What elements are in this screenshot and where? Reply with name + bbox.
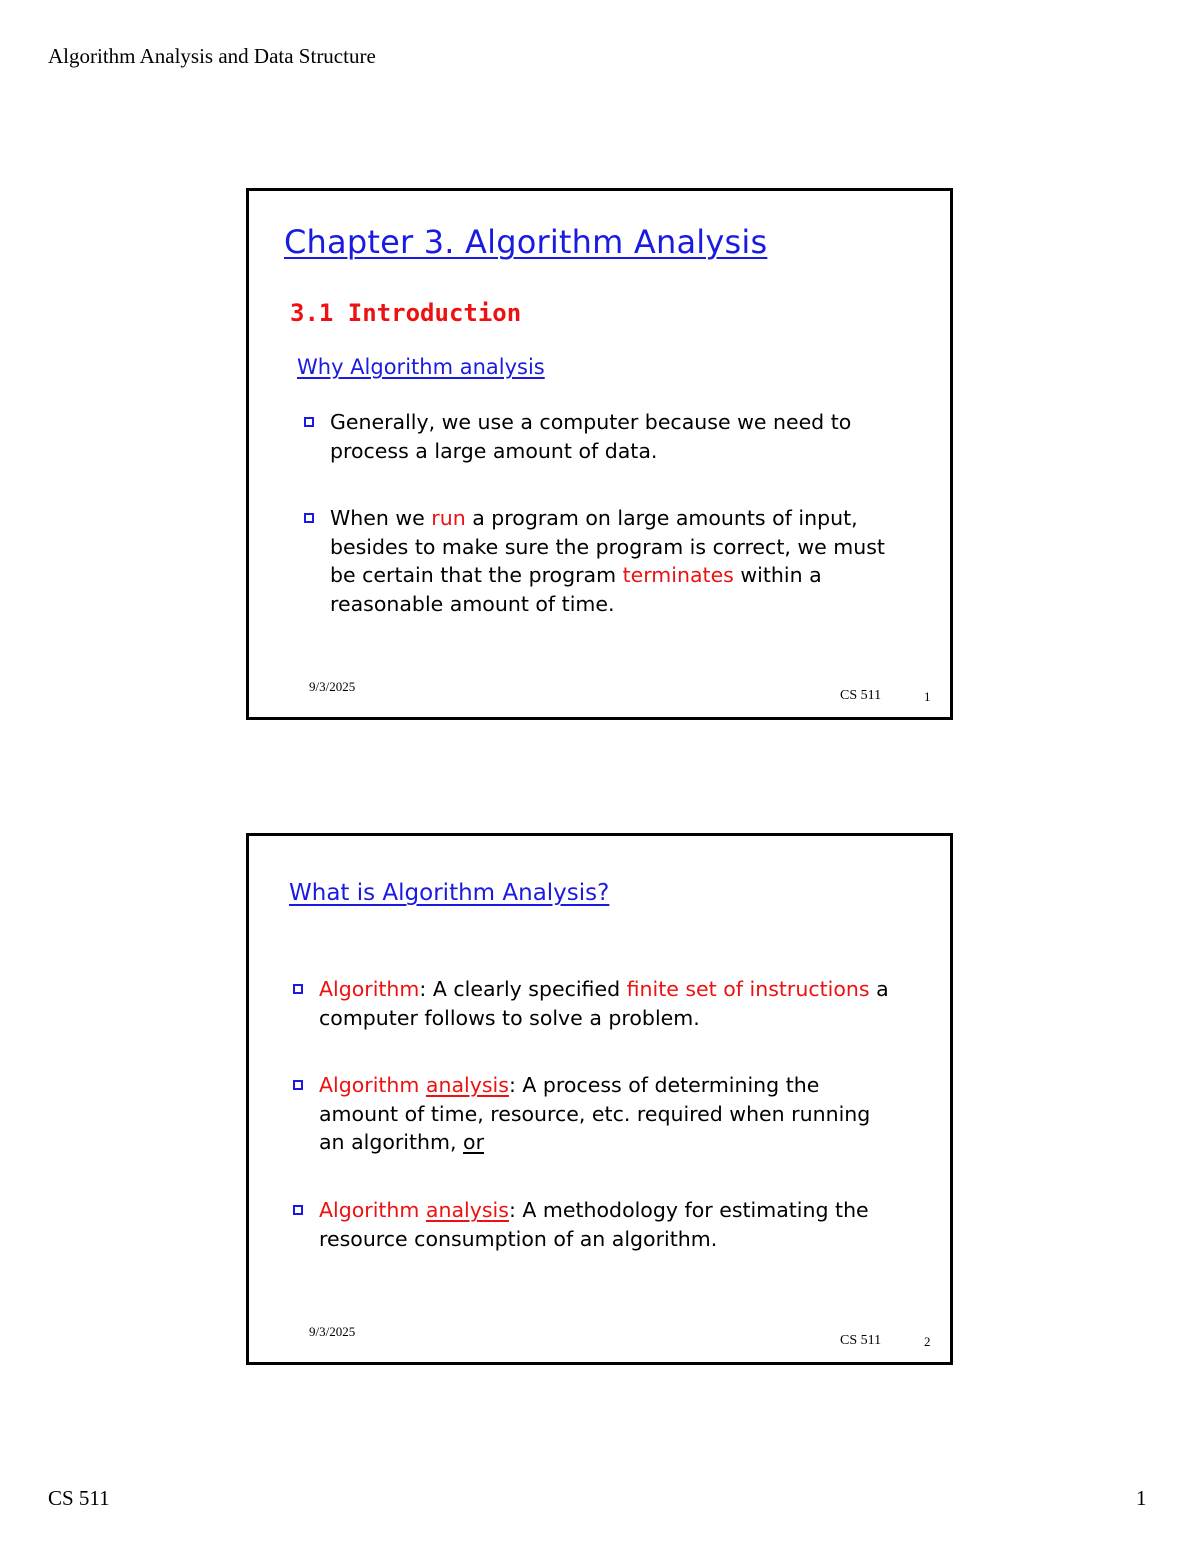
bullet-text — [319, 1071, 899, 1157]
slide-number: 2 — [924, 1334, 931, 1349]
page-footer-course: CS 511 — [48, 1486, 110, 1510]
square-bullet-icon — [304, 513, 314, 523]
slide-1 — [246, 188, 953, 720]
bullet-text — [330, 504, 910, 618]
bullet-text — [319, 1196, 899, 1253]
slide-subtitle: Why Algorithm analysis — [297, 355, 545, 379]
slide-title: What is Algorithm Analysis? — [289, 880, 610, 906]
slide-number: 1 — [924, 689, 931, 704]
slide-course: CS 511 — [840, 688, 882, 703]
bullet-text — [319, 975, 899, 1032]
highlight-run: run — [431, 506, 466, 530]
bullet-text-part: a computer follows to solve a problem. — [319, 977, 889, 1030]
square-bullet-icon — [293, 1205, 303, 1215]
bullet-text — [330, 408, 910, 465]
section-title: 3.1 Introduction — [290, 299, 522, 327]
highlight-algorithm: Algorithm — [319, 1198, 426, 1222]
bullet-text-part: : A clearly specified — [419, 977, 627, 1001]
page-header: Algorithm Analysis and Data Structure — [48, 44, 376, 68]
square-bullet-icon — [304, 417, 314, 427]
highlight-terminates: terminates — [622, 563, 734, 587]
slide-2 — [246, 833, 953, 1365]
bullet-text-part: : A methodology for estimating the resource consumption of an algorithm. — [319, 1198, 869, 1251]
highlight-finite-set: finite set of instructions — [626, 977, 870, 1001]
bullet-text-part: within a reasonable amount of time. — [330, 563, 822, 616]
bullet-text-part: : A process of determining the amount of time, resource, etc. required when running an algorithm, — [319, 1073, 871, 1154]
slide-course: CS 511 — [840, 1333, 882, 1348]
highlight-algorithm: Algorithm — [319, 977, 420, 1001]
square-bullet-icon — [293, 984, 303, 994]
bullet-text-part: Generally, we use a computer because we need to process a large amount of data. — [330, 410, 852, 463]
square-bullet-icon — [293, 1080, 303, 1090]
underlined-or: or — [463, 1130, 485, 1154]
slide-date: 9/3/2025 — [309, 1324, 356, 1339]
highlight-analysis: analysis — [425, 1073, 509, 1097]
page-footer-number: 1 — [1136, 1486, 1147, 1510]
highlight-analysis: analysis — [425, 1198, 509, 1222]
highlight-algorithm: Algorithm — [319, 1073, 426, 1097]
bullet-text-part: a program on large amounts of input, besides to make sure the program is correct, we must be certain that the program — [330, 506, 885, 587]
chapter-title: Chapter 3. Algorithm Analysis — [284, 223, 768, 261]
slide-date: 9/3/2025 — [309, 679, 356, 694]
bullet-text-part: When we — [330, 506, 432, 530]
